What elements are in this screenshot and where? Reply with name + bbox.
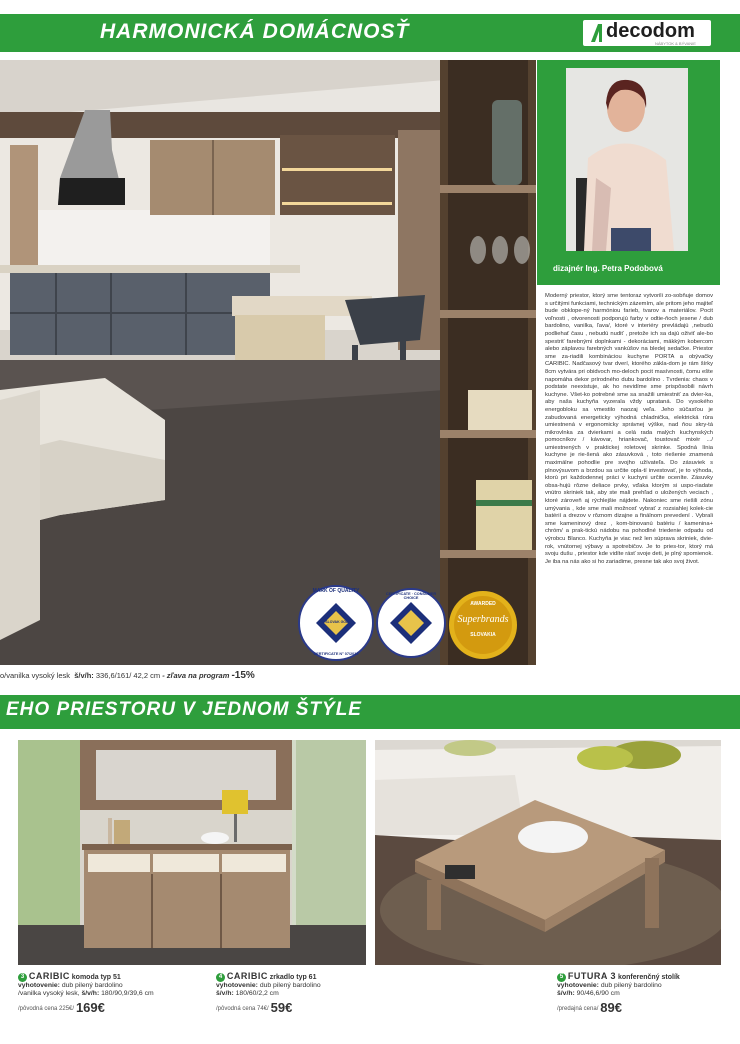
product-name: FUTURA 3 <box>567 971 617 981</box>
logo-subtitle: NÁBYTOK & BÝVANIE <box>655 41 696 46</box>
product-dims: 90/46,6/90 cm <box>576 990 620 997</box>
hero-caption-dims: 336,6/161/ 42,2 cm <box>95 671 161 680</box>
product-dims-label: š/v/h: <box>557 990 575 997</box>
product-dims: 180/60/2,2 cm <box>235 990 279 997</box>
article-text: Moderný priestor, ktorý sme tentoraz vytvorili zo-sobňuje domov s určitými funkciami, technickým zázemím, ale pritom jeho majiteľ bude obklope-ný harmóniou farieb, tvarov a materiálov. Pocit voľnosti , otvorenosti podporujú farby v odtie-ňoch jesene / dub bardolino, vanilka, ľava/, ktoré v interiéry prevládajú ,nebudú podliehať času , nebudú nudiť , pretože ich sa dajú oživiť ale-bo spestriť farebnými doplnkami - dekoráciami, mäkkým kobercom alebo záplavou farebných vankúšov na bledej sedačke. Priestor sme za-riadili kombináciou kuchyne PORTA a obývačky CARIBIC. Nadčasový tvar dverí, ktorého zákla-dom je rám šírky 8cm vytvára pri obidvoch mo-deloch pocit masívnosti, čomu ešte napomáha dekor prírodného dubu bardolino . Tvrdenia: chaos v podstate neexistuje, ak ho nevidíme sme prispôsobili návrh kuchyne. Všet-ko potrebné sme sa snažili umiestniť za dvier-ka, aby naša kuchyňa vyzerala vždy uprataná. Do vysokého energobloku sa vmestilo naozaj veľa. Jeho súčasťou je zabudovaná energeticky výhodná chladnička, elektrická rúra umiestnená v ergonomicky správnej výške, nad ňou skry-tá mikrovlnka za dvierkami a celá rada malých kuchynských pomocníkov / kávovar, hriankovač, toustovač mixér .../ umiestnených v praktickej roletovej skrinke. Spodná línia kuchyne je rie-šená ako zásuvková , toto riešenie znamená maximálne pohodlie pre svojho užívateľa. Do zásuviek s plnovýsuvom a brzdou sa určite opla-tí investovať, je to výhoda, ktorú pri každodennej práci v kuchyni určite oceníte. Zásuvky obsa-hujú rôzne deliace prvky, vďaka ktorým si uspo-riadate vnútro skriniek tak, aby ste mali prehľad o uložených veciach , ktoré zároveň aj rýchlejšie nájdete. Nakoniec sme riešili zónu umývania , kde sme mali možnosť vybrať z rozsiahlej kolek-cie batérií a drezov v rôznom dizajne a finálnom prevedení . Vybrali sme kameninový drez , kom-binovanú batériu / kamenina+ chróm/ a prak-tickú nádobu na pohodlné triedenie odpadu od výrobcu Blanco. Kuchyňa je viac než len súprava skriniek, dvie-rok, vnútornej výbavy a spotrebičov. Je to pries-tor, ktorý má svoju dušu , priestor kde vidíte rásť svoje deti, je plný spomienok. Je iba na nás ako si ho zariadime, presne tak ako svoj život. <box>545 293 713 565</box>
product-price: 59€ <box>270 1000 293 1015</box>
product-original-price: /pôvodná cena 74€/ <box>216 1005 269 1012</box>
product-type: zrkadlo typ 61 <box>269 974 317 981</box>
hero-caption-discount: -15% <box>231 670 255 681</box>
decodom-logo-mark <box>589 22 605 44</box>
hero-caption-promo: - zľava na program <box>162 671 230 680</box>
page-title: HARMONICKÁ DOMÁCNOSŤ <box>100 20 410 43</box>
kitchen-photo <box>0 60 445 665</box>
product-made-2: /vanilka vysoký lesk, <box>18 990 80 997</box>
product-price: 169€ <box>75 1000 105 1015</box>
product-dims-label: š/v/h: <box>216 990 234 997</box>
product-type: konferenčný stolík <box>617 974 680 981</box>
product-made-label: vyhotovenie: <box>216 982 258 989</box>
product-dims-label: š/v/h: <box>81 990 100 997</box>
hero-caption <box>0 670 420 681</box>
designer-photo <box>566 68 688 251</box>
shelf-unit-photo <box>440 60 536 665</box>
product-price: 89€ <box>600 1000 622 1015</box>
product-dims: 180/90,9/39,6 cm <box>101 990 154 997</box>
designer-caption: dizajnér Ing. Petra Podobová <box>553 264 663 273</box>
product-name: CARIBIC <box>28 971 70 981</box>
product-original-price: /predajná cena/ <box>557 1005 599 1012</box>
logo-text: decodom <box>606 20 695 42</box>
product-caption-caribic-dresser <box>18 972 218 1013</box>
consumer-badge-label: CERTIFICATE · CONSUMER CHOICE <box>385 592 437 600</box>
superbrands-label: Superbrands <box>457 614 509 625</box>
product-number-badge: 3 <box>18 973 27 982</box>
product-number-badge: 4 <box>216 973 225 982</box>
product-made-label: vyhotovenie: <box>557 982 599 989</box>
product-number-badge: 5 <box>557 973 566 982</box>
product-name: CARIBIC <box>226 971 268 981</box>
caribic-dresser-photo <box>18 740 366 965</box>
hero-caption-dims-label: š/v/h: <box>74 671 94 680</box>
product-caption-futura-table <box>557 972 727 1013</box>
superbrands-country: SLOVAKIA <box>470 632 496 638</box>
hero-caption-prefix: o/vanilka vysoký lesk <box>0 671 71 680</box>
product-made: dub pilený bardolino <box>259 982 321 989</box>
product-made-label: vyhotovenie: <box>18 982 60 989</box>
section-title: EHO PRIESTORU V JEDNOM ŠTÝLE <box>6 699 362 720</box>
quality-badge-certificate: CERTIFICATE N° 07/2012 <box>313 652 359 656</box>
product-type: komoda typ 51 <box>71 974 121 981</box>
superbrands-awarded: AWARDED <box>470 601 496 607</box>
product-made: dub pilený bardolino <box>61 982 123 989</box>
quality-badge-inner-label: SLOVAK GOLD <box>325 620 351 624</box>
product-original-price: /pôvodná cena 225€/ <box>18 1005 75 1012</box>
product-caption-caribic-mirror <box>216 972 376 1013</box>
product-made: dub pilený bardolino <box>600 982 662 989</box>
futura-coffee-table-photo <box>375 740 721 965</box>
quality-badge-label: MARK OF QUALITY <box>312 588 360 594</box>
